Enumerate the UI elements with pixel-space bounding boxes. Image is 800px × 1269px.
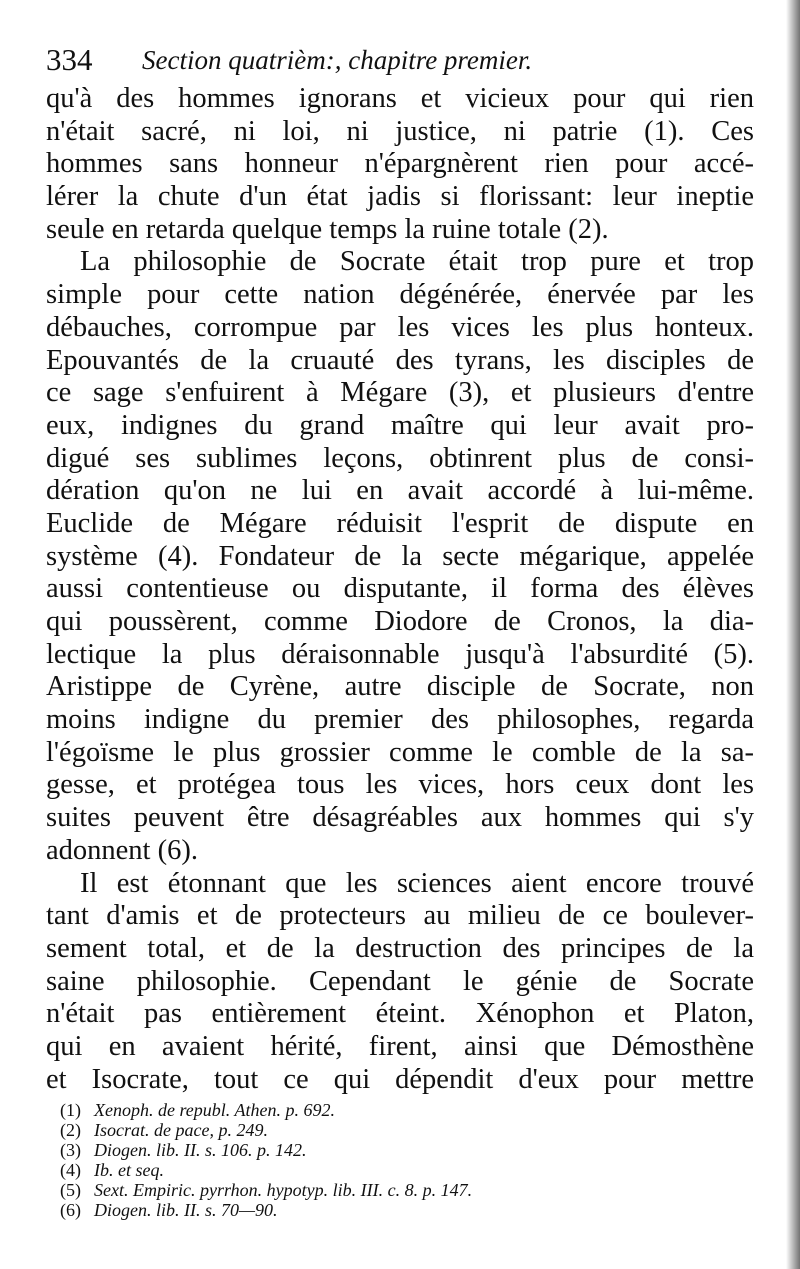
footnotes bbox=[60, 1100, 700, 1220]
text-line: Aristippe de Cyrène, autre disciple de Socrate, non bbox=[46, 671, 754, 703]
footnote-text: Xenoph. de republ. Athen. p. 692. bbox=[94, 1100, 335, 1120]
text-line: simple pour cette nation dégénérée, énervée par les bbox=[46, 279, 754, 311]
footnote-text: Diogen. lib. II. s. 70—90. bbox=[94, 1200, 278, 1220]
text-line: eux, indignes du grand maître qui leur avait pro- bbox=[46, 409, 754, 441]
footnote-number: (4) bbox=[60, 1160, 81, 1180]
footnote bbox=[60, 1160, 700, 1180]
text-line: hommes sans honneur n'épargnèrent rien pour accé- bbox=[46, 148, 754, 180]
text-line: lectique la plus déraisonnable jusqu'à l'absurdité (5). bbox=[46, 638, 754, 670]
text-line: digué ses sublimes leçons, obtinrent plus de consi- bbox=[46, 442, 754, 474]
footnote bbox=[60, 1200, 700, 1220]
text-line: débauches, corrompue par les vices les plus honteux. bbox=[46, 311, 754, 343]
text-line: gesse, et protégea tous les vices, hors ceux dont les bbox=[46, 769, 754, 801]
text-line: tant d'amis et de protecteurs au milieu de ce boulever- bbox=[46, 900, 754, 932]
footnote-text: Sext. Empiric. pyrrhon. hypotyp. lib. III. c. 8. p. 147. bbox=[94, 1180, 473, 1200]
footnote bbox=[60, 1140, 700, 1160]
footnote bbox=[60, 1180, 700, 1200]
running-title: Section quatrièm:, chapitre premier. bbox=[142, 45, 533, 75]
footnote-number: (3) bbox=[60, 1140, 81, 1160]
binding-shadow bbox=[786, 0, 800, 1269]
paragraph-first-line: Il est étonnant que les sciences aient encore trouvé bbox=[80, 867, 754, 899]
paragraph-first-line: La philosophie de Socrate était trop pure et trop bbox=[80, 246, 754, 278]
footnote bbox=[60, 1120, 700, 1140]
text-line: Euclide de Mégare réduisit l'esprit de dispute en bbox=[46, 507, 754, 539]
footnote-number: (1) bbox=[60, 1100, 81, 1120]
footnote-text: Ib. et seq. bbox=[94, 1160, 164, 1180]
text-line: qui poussèrent, comme Diodore de Cronos, la dia- bbox=[46, 606, 754, 637]
text-line: dération qu'on ne lui en avait accordé à lui-même. bbox=[46, 475, 754, 507]
text-line: seule en retarda quelque temps la ruine totale (2). bbox=[46, 213, 609, 245]
text-line: qui en avaient hérité, firent, ainsi que Démosthène bbox=[46, 1030, 754, 1062]
footnote-text: Isocrat. de pace, p. 249. bbox=[94, 1120, 268, 1140]
footnote-number: (2) bbox=[60, 1120, 81, 1140]
text-line: moins indigne du premier des philosophes, regarda bbox=[46, 704, 754, 736]
footnote-text: Diogen. lib. II. s. 106. p. 142. bbox=[94, 1140, 307, 1160]
footnote-number: (5) bbox=[60, 1180, 81, 1200]
text-line: n'était pas entièrement éteint. Xénophon et Platon, bbox=[46, 998, 754, 1030]
text-line: n'était sacré, ni loi, ni justice, ni patrie (1). Ces bbox=[46, 115, 754, 147]
text-line: sement total, et de la destruction des principes de la bbox=[46, 932, 754, 964]
text-line: qu'à des hommes ignorans et vicieux pour qui rien bbox=[46, 83, 754, 114]
text-line: l'égoïsme le plus grossier comme le comble de la sa- bbox=[46, 736, 754, 768]
text-line: et Isocrate, tout ce qui dépendit d'eux pour mettre bbox=[46, 1063, 754, 1095]
text-line: adonnent (6). bbox=[46, 834, 198, 866]
text-line: saine philosophie. Cependant le génie de Socrate bbox=[46, 965, 754, 997]
text-line: suites peuvent être désagréables aux hommes qui s'y bbox=[46, 802, 754, 834]
body-text bbox=[46, 83, 754, 1096]
text-line: ce sage s'enfuirent à Mégare (3), et plusieurs d'entre bbox=[46, 377, 754, 409]
text-line: système (4). Fondateur de la secte mégarique, appelée bbox=[46, 540, 754, 572]
text-line: Epouvantés de la cruauté des tyrans, les disciples de bbox=[46, 344, 754, 376]
footnote-number: (6) bbox=[60, 1200, 81, 1220]
footnote bbox=[60, 1100, 700, 1120]
page-number: 334 bbox=[46, 42, 93, 77]
text-line: lérer la chute d'un état jadis si florissant: leur ineptie bbox=[46, 181, 754, 213]
text-line: aussi contentieuse ou disputante, il forma des élèves bbox=[46, 573, 754, 605]
page-header bbox=[46, 40, 746, 80]
